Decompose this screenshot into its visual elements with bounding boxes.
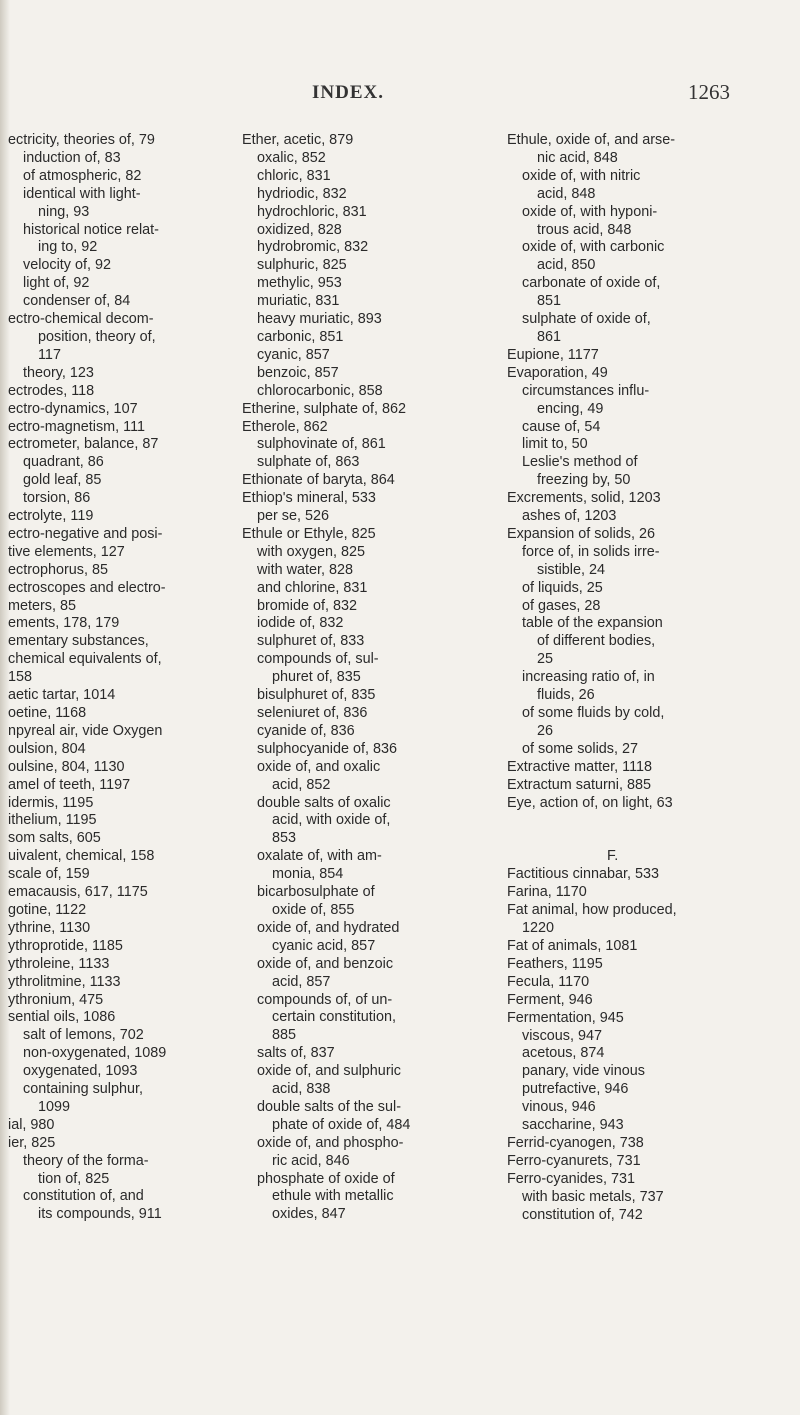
index-subentry: 851 xyxy=(537,293,562,310)
index-entry: ithelium, 1195 xyxy=(8,812,97,829)
index-subentry: acid, 850 xyxy=(537,257,596,274)
index-subentry: and chlorine, 831 xyxy=(257,579,368,596)
index-entry: oulsion, 804 xyxy=(8,740,86,757)
index-entry: ythrolitmine, 1133 xyxy=(8,973,121,990)
index-subentry: ethule with metallic xyxy=(272,1188,394,1205)
index-subentry: vinous, 946 xyxy=(522,1099,596,1116)
index-subentry: viscous, 947 xyxy=(522,1027,602,1044)
index-subentry: panary, vide vinous xyxy=(522,1063,645,1080)
index-subentry: force of, in solids irre- xyxy=(522,543,660,560)
index-subentry: velocity of, 92 xyxy=(23,257,111,274)
index-entry: ements, 178, 179 xyxy=(8,615,120,632)
index-subentry: acid, 857 xyxy=(272,973,331,990)
index-subentry: 25 xyxy=(537,651,554,668)
index-subentry: sulphovinate of, 861 xyxy=(257,436,386,453)
index-subentry: compounds of, sul- xyxy=(257,651,379,668)
index-subentry: ric acid, 846 xyxy=(272,1152,350,1169)
index-entry: aetic tartar, 1014 xyxy=(8,687,116,704)
index-entry: ectro-chemical decom- xyxy=(8,311,154,328)
index-entry: Fermentation, 945 xyxy=(507,1009,624,1026)
index-entry: Eye, action of, on light, 63 xyxy=(507,794,673,811)
index-entry: ectrophorus, 85 xyxy=(8,561,108,578)
index-entry: ectrodes, 118 xyxy=(8,382,95,399)
index-subentry: salt of lemons, 702 xyxy=(23,1027,144,1044)
index-subentry: ashes of, 1203 xyxy=(522,508,617,525)
index-entry: oulsine, 804, 1130 xyxy=(8,758,125,775)
index-entry: Fat of animals, 1081 xyxy=(507,937,638,954)
index-subentry: trous acid, 848 xyxy=(537,221,632,238)
index-subentry: constitution of, 742 xyxy=(522,1206,643,1223)
index-subentry: with basic metals, 737 xyxy=(522,1188,664,1205)
index-subentry: containing sulphur, xyxy=(23,1081,144,1098)
index-subentry: with water, 828 xyxy=(257,561,353,578)
index-subentry: of liquids, 25 xyxy=(522,579,603,596)
index-entry: oetine, 1168 xyxy=(8,705,87,721)
index-entry: Evaporation, 49 xyxy=(507,364,608,381)
index-subentry: of different bodies, xyxy=(537,633,656,650)
index-subentry: oxidized, 828 xyxy=(257,221,342,238)
index-subentry: ing to, 92 xyxy=(38,239,98,256)
index-subentry: fluids, 26 xyxy=(537,687,595,704)
index-subentry: bicarbosulphate of xyxy=(257,884,375,901)
index-subentry: 1220 xyxy=(522,920,555,937)
index-entry: chemical equivalents of, xyxy=(8,651,162,668)
index-subentry: saccharine, 943 xyxy=(522,1117,624,1134)
index-entry: Etherole, 862 xyxy=(242,418,328,435)
page-title: INDEX. xyxy=(312,82,384,103)
index-subentry: 26 xyxy=(537,722,554,739)
index-subentry: tion of, 825 xyxy=(38,1170,110,1187)
index-entry: Ferrid-cyanogen, 738 xyxy=(507,1134,644,1151)
index-entry: ythroleine, 1133 xyxy=(8,955,110,972)
index-subentry: sulphate of, 863 xyxy=(257,454,360,471)
index-subentry: phosphate of oxide of xyxy=(257,1170,395,1187)
index-subentry: cyanic, 857 xyxy=(257,346,330,363)
index-column-2 xyxy=(242,132,472,1224)
index-subentry: bisulphuret of, 835 xyxy=(257,687,376,704)
index-subentry: of some solids, 27 xyxy=(522,740,638,757)
index-subentry: table of the expansion xyxy=(522,615,663,632)
index-entry: Factitious cinnabar, 533 xyxy=(507,866,659,883)
index-subentry: methylic, 953 xyxy=(257,275,342,292)
index-column-1 xyxy=(8,132,248,1224)
index-subentry: oxides, 847 xyxy=(272,1206,346,1223)
index-subentry: sulphocyanide of, 836 xyxy=(257,740,398,757)
index-subentry: acid, 852 xyxy=(272,776,331,793)
index-entry: Extractive matter, 1118 xyxy=(507,758,653,775)
index-subentry: oxide of, with carbonic xyxy=(522,239,665,256)
index-entry: Fat animal, how produced, xyxy=(507,902,677,919)
index-subentry: monia, 854 xyxy=(272,866,344,883)
index-entry: emacausis, 617, 1175 xyxy=(8,884,148,901)
index-subentry: per se, 526 xyxy=(257,508,330,525)
index-entry: npyreal air, vide Oxygen xyxy=(8,722,163,739)
index-subentry: benzoic, 857 xyxy=(257,364,339,381)
index-entry: Ferment, 946 xyxy=(507,991,593,1008)
index-entry: Ethule, oxide of, and arse- xyxy=(507,132,675,148)
index-subentry: putrefactive, 946 xyxy=(522,1081,629,1098)
index-entry: Ethiop's mineral, 533 xyxy=(242,490,376,507)
index-subentry: cause of, 54 xyxy=(522,418,601,435)
index-subentry: chloric, 831 xyxy=(257,167,331,184)
index-subentry: Leslie's method of xyxy=(522,454,638,471)
index-subentry: chlorocarbonic, 858 xyxy=(257,382,383,399)
index-entry: Ethionate of baryta, 864 xyxy=(242,472,395,489)
section-letter: F. xyxy=(607,848,619,865)
index-entry: ectroscopes and electro- xyxy=(8,579,166,596)
index-entry: ectricity, theories of, 79 xyxy=(8,132,155,148)
index-subentry: of some fluids by cold, xyxy=(522,705,665,721)
index-subentry: heavy muriatic, 893 xyxy=(257,311,382,328)
index-subentry: oxide of, and benzoic xyxy=(257,955,394,972)
index-subentry: sulphuric, 825 xyxy=(257,257,347,274)
index-subentry: compounds of, of un- xyxy=(257,991,393,1008)
index-subentry: muriatic, 831 xyxy=(257,293,340,310)
index-entry: ythroprotide, 1185 xyxy=(8,937,123,954)
index-subentry: condenser of, 84 xyxy=(23,293,131,310)
index-subentry: certain constitution, xyxy=(272,1009,396,1026)
index-subentry: light of, 92 xyxy=(23,275,90,292)
index-entry: Ethule or Ethyle, 825 xyxy=(242,525,376,542)
index-subentry: phate of oxide of, 484 xyxy=(272,1116,411,1133)
index-subentry: increasing ratio of, in xyxy=(522,669,655,686)
index-entry: Feathers, 1195 xyxy=(507,955,603,972)
index-entry: ectro-magnetism, 111 xyxy=(8,418,146,435)
index-entry: ythrine, 1130 xyxy=(8,919,91,936)
index-subentry: oxalic, 852 xyxy=(257,149,326,166)
index-subentry: theory, 123 xyxy=(23,364,94,381)
index-subentry: ning, 93 xyxy=(38,203,90,220)
index-entry: ier, 825 xyxy=(8,1134,56,1151)
index-subentry: acid, 848 xyxy=(537,185,596,202)
index-entry: ectro-negative and posi- xyxy=(8,525,163,542)
index-subentry: bromide of, 832 xyxy=(257,597,357,614)
index-subentry: oxygenated, 1093 xyxy=(23,1063,138,1080)
index-subentry: non-oxygenated, 1089 xyxy=(23,1045,167,1062)
index-entry: ementary substances, xyxy=(8,633,149,650)
index-subentry: acid, with oxide of, xyxy=(272,812,391,829)
index-subentry: historical notice relat- xyxy=(23,221,159,238)
index-entry: idermis, 1195 xyxy=(8,794,94,811)
index-subentry: carbonate of oxide of, xyxy=(522,275,661,292)
index-subentry: encing, 49 xyxy=(537,400,604,417)
index-subentry: 117 xyxy=(38,346,61,363)
index-entry: tive elements, 127 xyxy=(8,543,125,560)
index-entry: uivalent, chemical, 158 xyxy=(8,848,155,865)
index-subentry: oxide of, with nitric xyxy=(522,167,641,184)
index-entry: Ferro-cyanides, 731 xyxy=(507,1170,635,1187)
index-entry: Ferro-cyanurets, 731 xyxy=(507,1152,641,1169)
index-entry: Expansion of solids, 26 xyxy=(507,525,655,542)
index-subentry: circumstances influ- xyxy=(522,382,650,399)
index-entry: Fecula, 1170 xyxy=(507,973,590,990)
index-subentry: of atmospheric, 82 xyxy=(23,167,142,184)
index-subentry: induction of, 83 xyxy=(23,149,121,166)
index-subentry: cyanic acid, 857 xyxy=(272,937,376,954)
index-entry: sential oils, 1086 xyxy=(8,1009,116,1026)
index-subentry: salts of, 837 xyxy=(257,1045,335,1062)
index-subentry: phuret of, 835 xyxy=(272,669,361,686)
index-subentry: oxalate of, with am- xyxy=(257,848,382,865)
index-subentry: seleniuret of, 836 xyxy=(257,705,368,721)
index-subentry: identical with light- xyxy=(23,185,141,202)
index-subentry: 853 xyxy=(272,830,297,847)
index-subentry: hydrobromic, 832 xyxy=(257,239,369,256)
index-entry: amel of teeth, 1197 xyxy=(8,776,131,793)
index-entry: Farina, 1170 xyxy=(507,884,587,901)
index-subentry: hydriodic, 832 xyxy=(257,185,347,202)
index-subentry: limit to, 50 xyxy=(522,436,588,453)
index-subentry: cyanide of, 836 xyxy=(257,722,355,739)
index-entry: scale of, 159 xyxy=(8,866,90,883)
index-subentry: 1099 xyxy=(38,1098,71,1115)
index-subentry: torsion, 86 xyxy=(23,490,91,507)
page-number: 1263 xyxy=(688,80,730,104)
index-subentry: oxide of, with hyponi- xyxy=(522,203,658,220)
index-entry: gotine, 1122 xyxy=(8,901,87,918)
index-subentry: sulphuret of, 833 xyxy=(257,633,365,650)
index-entry: Extractum saturni, 885 xyxy=(507,776,651,793)
index-subentry: constitution of, and xyxy=(23,1188,144,1205)
index-entry: ectro-dynamics, 107 xyxy=(8,400,138,417)
index-entry: meters, 85 xyxy=(8,597,76,614)
index-subentry: of gases, 28 xyxy=(522,597,601,614)
index-subentry: oxide of, and oxalic xyxy=(257,758,381,775)
index-subentry: acid, 838 xyxy=(272,1081,331,1098)
index-entry: Eupione, 1177 xyxy=(507,346,599,363)
index-subentry: sistible, 24 xyxy=(537,561,605,578)
index-subentry: oxide of, and hydrated xyxy=(257,919,400,936)
index-subentry: acetous, 874 xyxy=(522,1045,605,1062)
index-entry: ythronium, 475 xyxy=(8,991,104,1008)
index-entry: Etherine, sulphate of, 862 xyxy=(242,400,407,417)
index-subentry: its compounds, 911 xyxy=(38,1206,162,1223)
index-subentry: oxide of, and sulphuric xyxy=(257,1063,401,1080)
index-entry: ial, 980 xyxy=(8,1116,55,1133)
index-entry: ectrolyte, 119 xyxy=(8,508,94,525)
index-subentry: 861 xyxy=(537,328,562,345)
index-subentry: position, theory of, xyxy=(38,328,156,345)
index-entry: ectrometer, balance, 87 xyxy=(8,436,159,453)
index-subentry: oxide of, and phospho- xyxy=(257,1134,404,1151)
index-subentry: double salts of the sul- xyxy=(257,1098,401,1115)
running-head xyxy=(0,82,800,112)
index-subentry: nic acid, 848 xyxy=(537,149,618,166)
spacer xyxy=(507,812,737,830)
index-column-3 xyxy=(507,132,737,1224)
index-subentry: 885 xyxy=(272,1027,297,1044)
index-entry: 158 xyxy=(8,669,33,686)
index-subentry: hydrochloric, 831 xyxy=(257,203,367,220)
index-entry: Ether, acetic, 879 xyxy=(242,132,354,148)
index-entry: Excrements, solid, 1203 xyxy=(507,490,661,507)
index-subentry: gold leaf, 85 xyxy=(23,472,102,489)
index-subentry: with oxygen, 825 xyxy=(257,543,366,560)
index-subentry: carbonic, 851 xyxy=(257,328,344,345)
index-subentry: double salts of oxalic xyxy=(257,794,391,811)
index-entry: som salts, 605 xyxy=(8,830,101,847)
index-subentry: theory of the forma- xyxy=(23,1152,149,1169)
index-subentry: iodide of, 832 xyxy=(257,615,344,632)
index-subentry: freezing by, 50 xyxy=(537,472,631,489)
index-subentry: quadrant, 86 xyxy=(23,454,104,471)
index-subentry: oxide of, 855 xyxy=(272,901,355,918)
index-subentry: sulphate of oxide of, xyxy=(522,311,651,328)
